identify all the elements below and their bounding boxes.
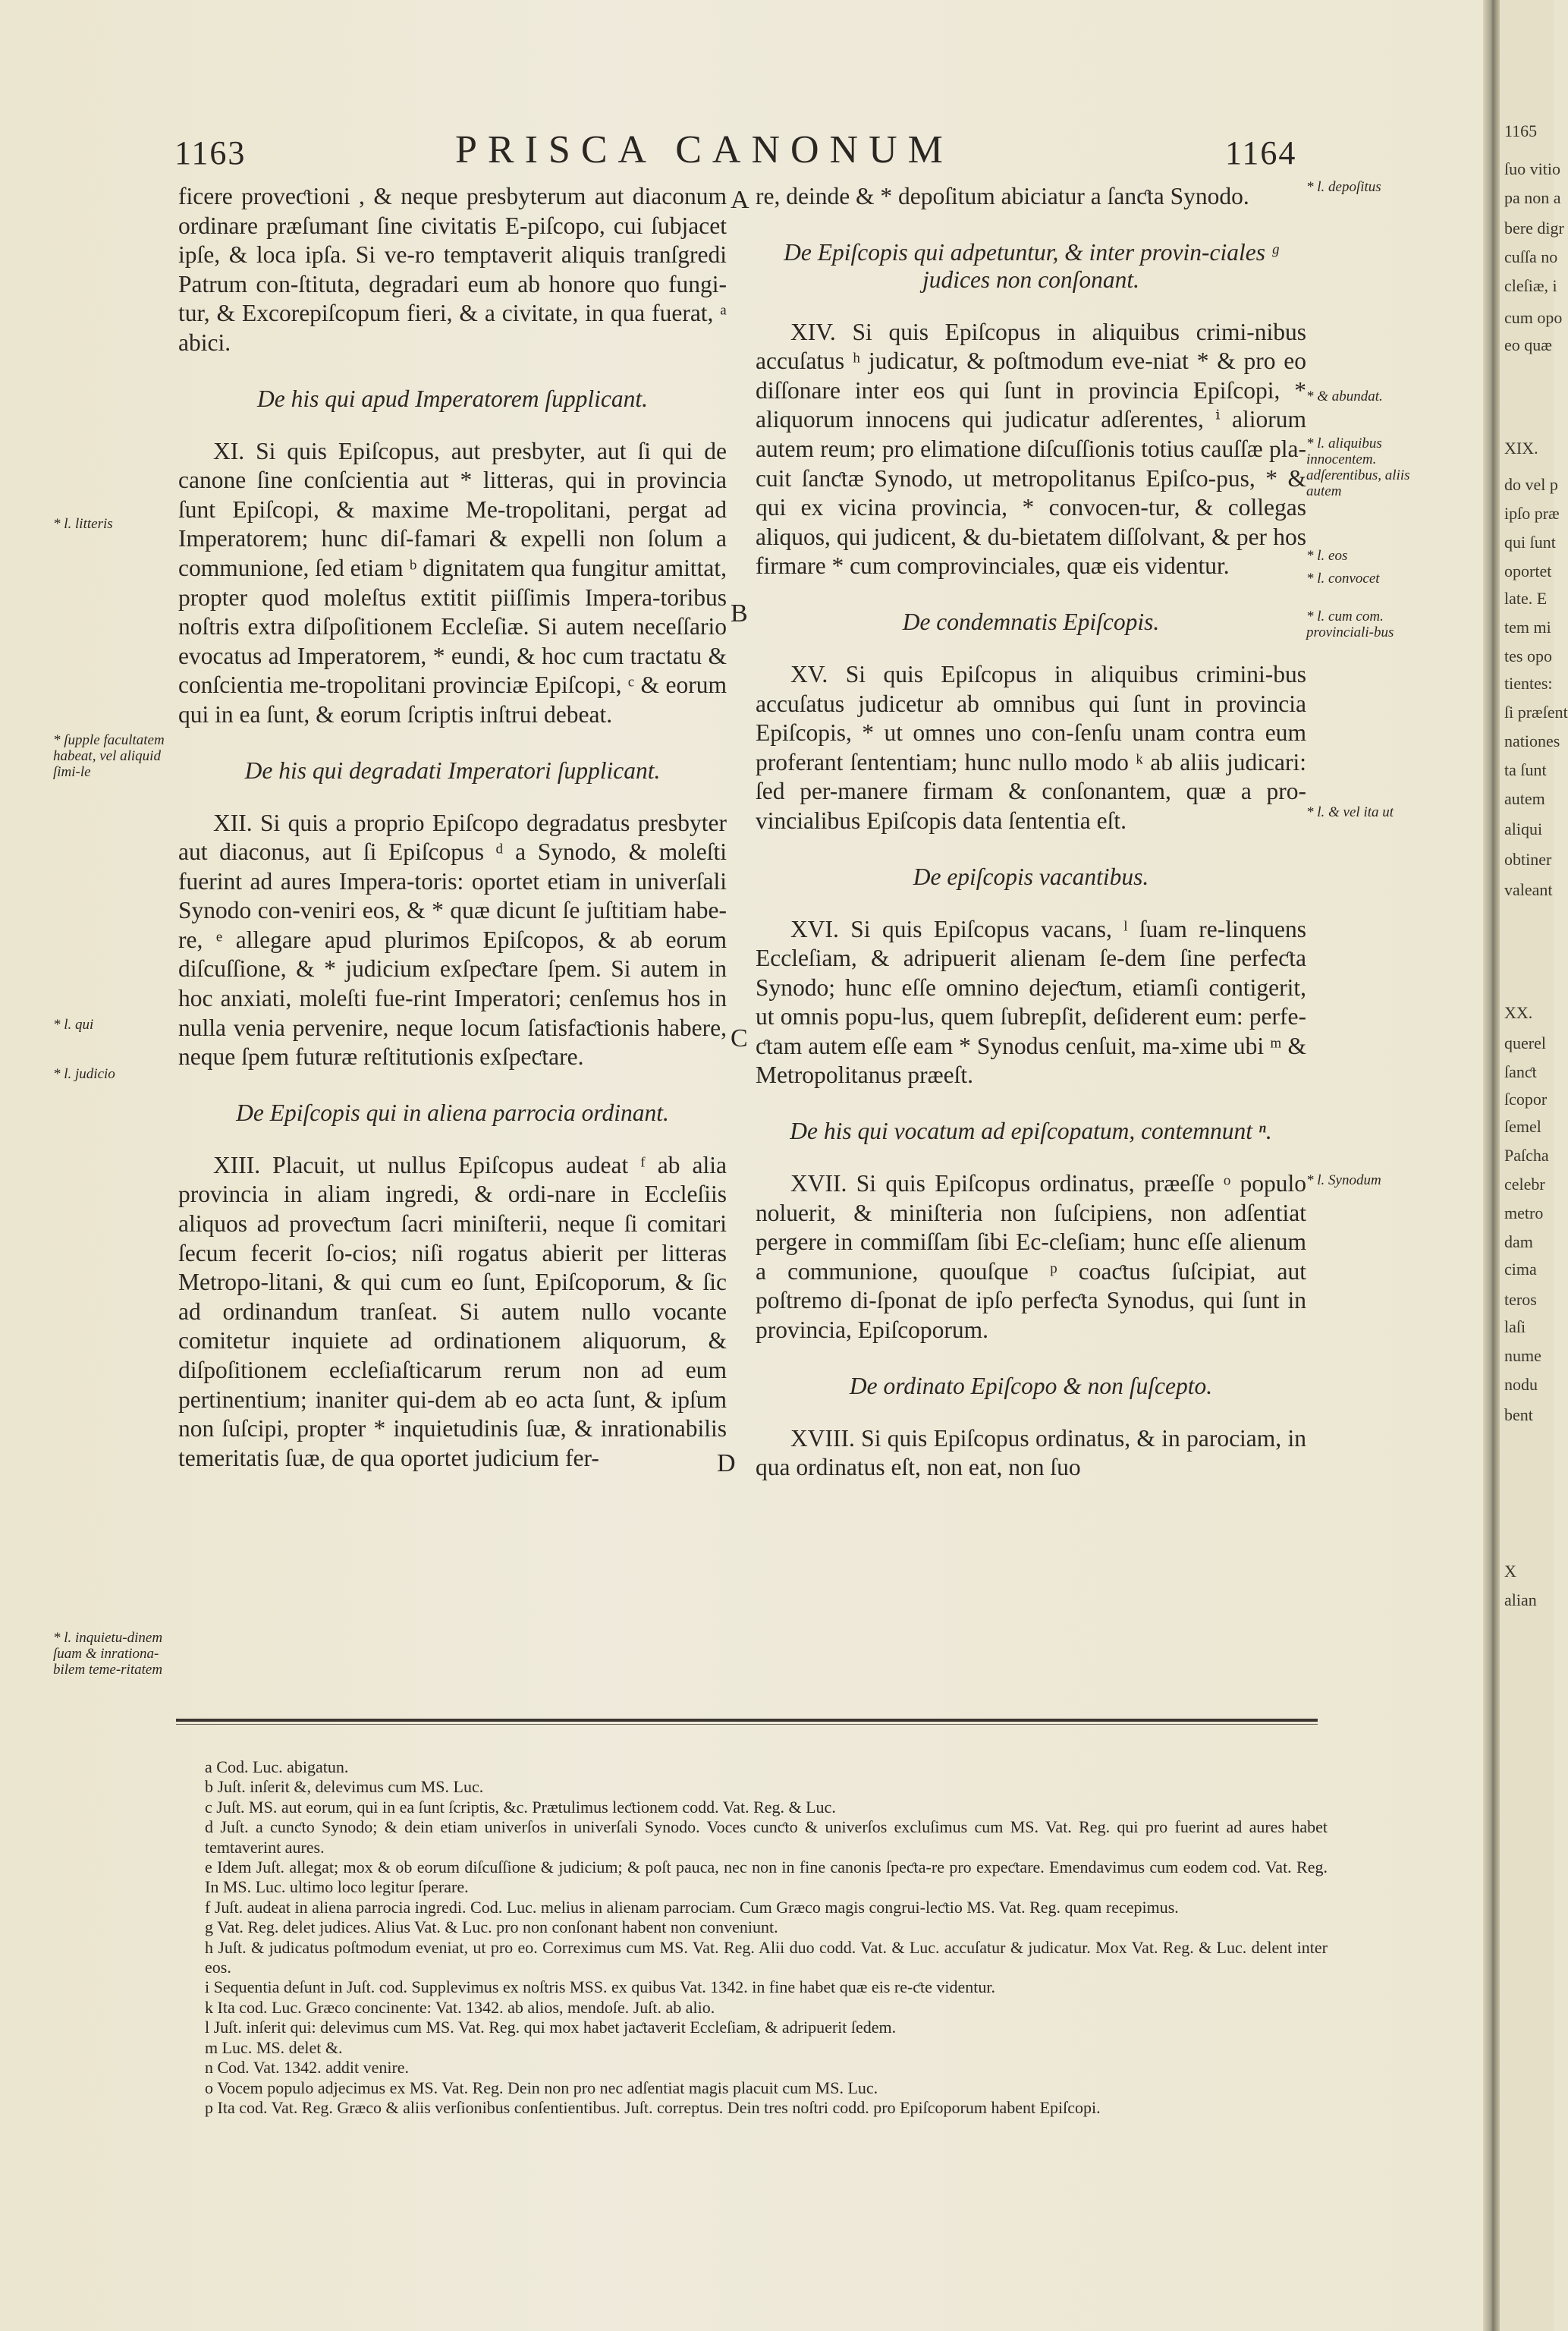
- next-page-fragment: celebr: [1504, 1175, 1545, 1194]
- footnote: g Vat. Reg. delet judices. Alius Vat. & Luc. pro non conſonant habent non conveniunt.: [205, 1917, 778, 1937]
- footnote: f Juſt. audeat in aliena parrocia ingredi. Cod. Luc. melius in alienam parrociam. Cum Græco magis congrui-leƈtio MS. Vat. Reg. quam recepimus.: [205, 1897, 1179, 1917]
- footnotes: [205, 1757, 1328, 2118]
- next-page-fragment: ſuo vitio: [1504, 159, 1560, 178]
- next-page-fragment: qui ſunt: [1504, 533, 1556, 552]
- next-page-fragment: dam: [1504, 1232, 1533, 1251]
- margin-note-right: * & abundat.: [1306, 388, 1383, 404]
- next-page-fragment: querel: [1504, 1033, 1546, 1052]
- next-page-fragment: Paſcha: [1504, 1146, 1549, 1165]
- footnote: h Juſt. & judicatus poſtmodum eveniat, ut pro eo. Correximus cum MS. Vat. Reg. Alii duo codd. Vat. & Luc. accuſatur & judicatur. Mox Vat. Reg. & Luc. delent inter eos.: [205, 1937, 1328, 1977]
- paragraph: XVII. Si quis Epiſcopus ordinatus, præeſſe ᵒ populo noluerit, & miniſteria non ſuſcipiens, non adſentiat pergere in commiſſam ſibi Ec-cleſiam; hunc eſſe alienum a communione, quouſque ᵖ coaƈtus ſuſcipiat, aut poſtremo di-ſponat de ipſo perfeƈta Synodus, qui ſunt in provincia, Epiſcoporum.: [756, 1170, 1306, 1344]
- next-page-fragment: valeant: [1504, 880, 1553, 899]
- paragraph: XVIII. Si quis Epiſcopus ordinatus, & in parociam, in qua ordinatus eſt, non eat, non ſuo: [756, 1424, 1306, 1481]
- next-page-fragment: late. E: [1504, 589, 1548, 608]
- next-page-fragment: obtiner: [1504, 850, 1552, 869]
- margin-note-right: * l. eos: [1306, 548, 1348, 564]
- paragraph: ficere proveƈtioni , & neque presbyterum aut diaconum ordinare præſumant ſine civitatis E-piſcopo, cui ſubjacet ipſe, & loca ipſa. Si ve-ro temptaverit aliquis tranſgredi Patrum con-ſtituta, degradari eum ab honore quo fungi-tur, & Excorepiſcopum fieri, & a civitate, in qua fuerat, ᵃ abici.: [178, 183, 727, 356]
- margin-note-left: * l. qui: [53, 1017, 94, 1033]
- section-heading: De ordinato Epiſcopo & non ſuſcepto.: [849, 1372, 1213, 1399]
- next-page-fragment: cum opo: [1504, 308, 1563, 327]
- section-heading: De condemnatis Epiſcopis.: [902, 608, 1160, 635]
- next-page-fragment: aliqui: [1504, 819, 1543, 838]
- next-page-fragment: laſi: [1504, 1317, 1526, 1336]
- section-heading: De his qui vocatum ad epiſcopatum, contemnunt ⁿ.: [790, 1118, 1272, 1145]
- margin-note-right: * l. convocet: [1306, 571, 1380, 587]
- next-page-fragment: bere digr: [1504, 219, 1564, 238]
- next-page-fragment: tes opo: [1504, 646, 1552, 665]
- section-heading: De his qui degradati Imperatori ſupplicant.: [244, 757, 661, 784]
- footnote: d Juſt. a cunƈto Synodo; & dein etiam univerſos in univerſali Synodo. Voces cunƈto & univerſos excluſimus cum MS. Vat. Reg. qui pro fuerint ad aures habet temtaverint aures.: [205, 1817, 1328, 1857]
- next-page-fragment: ſemel: [1504, 1117, 1541, 1136]
- next-page-fragment: nume: [1504, 1346, 1541, 1365]
- paragraph: XII. Si quis a proprio Epiſcopo degradatus presbyter aut diaconus, aut ſi Epiſcopus ᵈ a Synodo, & moleſti fuerint ad aures Impera-toris: oportet etiam in univerſali Synodo con-veniri eos, & * quæ dicunt ſe juſtitiam habe-re, ᵉ allegare apud plurimos Epiſcopos, & ab eorum diſcuſſione, & * judicium exſpeƈtare ſpem. Si autem in hoc anxiati, moleſti fue-rint Imperatori; cenſemus hos in nulla venia pervenire, neque locum ſatisfaƈtionis habere, neque ſpem futuræ reſtitutionis exſpeƈtare.: [178, 809, 727, 1071]
- next-page-fragment: ſanƈt: [1504, 1062, 1537, 1081]
- footnote: e Idem Juſt. allegat; mox & ob eorum diſcuſſione & judicium; & poſt pauca, nec non in fine canonis ſpeƈta-re pro expeƈtare. Emendavimus cum eodem cod. Vat. Reg. In MS. Luc. ultimo loco legitur ſperare.: [205, 1858, 1328, 1897]
- next-page-fragment: ſi præſent: [1504, 703, 1568, 722]
- footnote: p Ita cod. Vat. Reg. Græco & aliis verſionibus conſentientibus. Juſt. correptus. Dein tres noſtri codd. pro Epiſcoporum habent Epiſcopi.: [205, 2097, 1101, 2117]
- running-title: PRISCA CANONUM: [455, 128, 954, 171]
- margin-note-left: * l. litteris: [53, 516, 113, 532]
- left-page-number: 1163: [174, 134, 247, 171]
- section-letter-c: C: [731, 1024, 748, 1052]
- margin-note-right: * l. depoſitus: [1306, 179, 1381, 195]
- footnote-rule-thin: [176, 1724, 1318, 1725]
- margin-note-left: * l. inquietu-dinem ſuam & inrationa-bilem teme-ritatem: [53, 1630, 163, 1678]
- right-page-number: 1164: [1225, 134, 1297, 171]
- paragraph: re, deinde & * depoſitum abiciatur a ſanƈta Synodo.: [756, 183, 1249, 209]
- footnote: c Juſt. MS. aut eorum, qui in ea ſunt ſcriptis, &c. Prætulimus leƈtionem codd. Vat. Reg. & Luc.: [205, 1797, 836, 1817]
- paragraph: XIV. Si quis Epiſcopus in aliquibus crimi-nibus accuſatus ʰ judicatur, & poſtmodum eve-niat * & pro eo diſſonare inter eos qui ſunt in provincia Epiſcopi, * aliquorum innocens qui judicatur adſerentes, ⁱ aliorum autem reum; pro elimatione diſcuſſionis totius cauſſæ pla-cuit ſanƈtæ Synodo, ut metropolitanus Epiſco-pus, * & qui ex vicina provincia, * convocen-tur, & collegas aliquos, qui judicent, & du-bietatem diſſolvant, & per hos firmare * cum comprovinciales, quæ eis videntur.: [756, 318, 1306, 580]
- next-page-fragment: teros: [1504, 1290, 1537, 1309]
- next-page-fragment: cleſiæ, i: [1504, 276, 1557, 295]
- section-heading: De Epiſcopis qui adpetuntur, & inter provin-ciales ᵍ judices non conſonant.: [784, 238, 1278, 293]
- book-gutter: [1483, 0, 1500, 2331]
- next-page-fragment: metro: [1504, 1203, 1544, 1222]
- section-letter-a: A: [731, 186, 749, 214]
- next-page-fragment: 1165: [1504, 121, 1538, 140]
- next-page-fragment: cuſſa no: [1504, 247, 1558, 266]
- section-heading: De his qui apud Imperatorem ſupplicant.: [256, 385, 649, 412]
- section-heading: De epiſcopis vacantibus.: [913, 863, 1149, 890]
- next-page-fragment: XIX.: [1504, 439, 1538, 458]
- next-page-fragment: tientes:: [1504, 674, 1553, 693]
- footnote: m Luc. MS. delet &.: [205, 2037, 343, 2057]
- next-page-fragment: do vel p: [1504, 475, 1558, 494]
- footnote: b Juſt. inſerit &, delevimus cum MS. Luc.: [205, 1777, 484, 1797]
- margin-note-right: * l. Synodum: [1306, 1172, 1381, 1188]
- margin-note-left: * l. judicio: [53, 1066, 115, 1082]
- next-page-fragment: bent: [1504, 1405, 1533, 1424]
- paragraph: XVI. Si quis Epiſcopus vacans, ˡ ſuam re-linquens Eccleſiam, & adripuerit alienam ſe-dem ſine perfeƈta Synodo; hunc eſſe omnino dejeƈtum, etiamſi contigerit, ut omnis popu-lus, quem ſubrepſit, deſiderent eum: perfe-ƈtam autem eſſe eam * Synodus cenſuit, ma-xime ubi ᵐ & Metropolitanus præeſt.: [756, 915, 1306, 1089]
- section-letter-d: D: [717, 1449, 736, 1477]
- footnote: l Juſt. inſerit qui: delevimus cum MS. Vat. Reg. qui mox habet jaƈtaverit Eccleſiam, & adripuerit ſedem.: [205, 2018, 897, 2037]
- next-page-fragment: ſcopor: [1504, 1090, 1548, 1109]
- next-page-fragment: ta ſunt: [1504, 760, 1547, 779]
- next-page-edge: [1500, 0, 1568, 2331]
- footnote: i Sequentia deſunt in Juſt. cod. Supplevimus ex noſtris MSS. ex quibus Vat. 1342. in fine habet quæ eis re-ƈte videntur.: [205, 1977, 996, 1997]
- page-header: [0, 127, 1483, 181]
- footnote: n Cod. Vat. 1342. addit venire.: [205, 2058, 410, 2078]
- margin-note-right: * l. aliquibus innocentem. adſerentibus, aliis autem: [1306, 436, 1410, 499]
- next-page-fragment: oportet: [1504, 562, 1552, 580]
- next-page-fragment: ipſo præ: [1504, 504, 1560, 523]
- next-page-fragment: autem: [1504, 789, 1545, 808]
- next-page-fragment: X: [1504, 1562, 1516, 1581]
- section-heading: De Epiſcopis qui in aliena parrocia ordinant.: [236, 1099, 669, 1126]
- margin-note-left: * ſupple facultatem habeat, vel aliquid ſimi-le: [53, 732, 165, 780]
- left-text-column: [178, 182, 727, 1473]
- next-page-fragment: nodu: [1504, 1375, 1538, 1394]
- margin-note-right: * l. & vel ita ut: [1306, 804, 1394, 820]
- next-page-fragment: alian: [1504, 1590, 1537, 1609]
- next-page-fragment: pa non a: [1504, 188, 1561, 207]
- paragraph: XIII. Placuit, ut nullus Epiſcopus audeat ᶠ ab alia provincia in aliam ingredi, & ordi-nare in Eccleſiis aliquos ad proveƈtum ſacri miniſterii, neque ſi comitari ſecum fecerit ſo-cios; niſi rogatus abierit per litteras Metropo-litani, & qui cum eo ſunt, Epiſcoporum, & ſic ad ordinandum tranſeat. Si autem nullo vocante comitetur inquiete ad ordinationem aliquorum, & diſpoſitionem eccleſiaſticarum rerum non ad eum pertinentium; inaniter qui-dem ab eo acta ſunt, & ipſum non ſuſcipi, propter * inquietudinis ſuæ, & inrationabilis temeritatis ſuæ, de qua oportet judicium fer-: [178, 1151, 727, 1471]
- next-page-fragment: tem mi: [1504, 618, 1551, 637]
- footnote: o Vocem populo adjecimus ex MS. Vat. Reg. Dein non pro nec adſentiat magis placuit cum MS. Luc.: [205, 2078, 878, 2097]
- next-page-fragment: nationes: [1504, 731, 1560, 750]
- footnote-rule: [176, 1719, 1318, 1722]
- margin-note-right: * l. cum com. provinciali-bus: [1306, 609, 1394, 640]
- next-page-fragment: XX.: [1504, 1003, 1533, 1022]
- section-letter-b: B: [731, 599, 748, 628]
- footnote: k Ita cod. Luc. Græco concinente: Vat. 1342. ab alios, mendoſe. Juſt. ab alio.: [205, 1997, 715, 2017]
- right-text-column: [756, 182, 1306, 1483]
- footnote: a Cod. Luc. abigatun.: [205, 1757, 349, 1776]
- paragraph: XV. Si quis Epiſcopus in aliquibus crimini-bus accuſatus judicetur ab omnibus qui ſunt in provincia Epiſcopis, * ut omnes uno con-ſenſu unam contra eum proferant ſententiam; hunc nullo modo ᵏ ab aliis judicari: ſed per-manere firmam & conſonantem, quæ a pro-vincialibus Epiſcopis data ſententia eſt.: [756, 660, 1306, 834]
- next-page-fragment: eo quæ: [1504, 335, 1552, 354]
- next-page-fragment: cima: [1504, 1260, 1537, 1279]
- paragraph: XI. Si quis Epiſcopus, aut presbyter, aut ſi qui de canone ſine conſcientia aut * litteras, qui in provincia ſunt Epiſcopi, & maxime Me-tropolitani, pergat ad Imperatorem; hunc diſ-famari & expelli non ſolum a communione, ſed etiam ᵇ dignitatem qua fungitur amittat, propter quod moleſtus extitit piiſſimis Impera-toribus noſtris extra diſpoſitionem Eccleſiæ. Si autem neceſſario evocatus ad Imperatorem, * eundi, & hoc cum tractatu & conſcientia me-tropolitani provinciæ Epiſcopi, ᶜ & eorum qui in ea ſunt, & eorum ſcriptis inſtrui debeat.: [178, 437, 727, 728]
